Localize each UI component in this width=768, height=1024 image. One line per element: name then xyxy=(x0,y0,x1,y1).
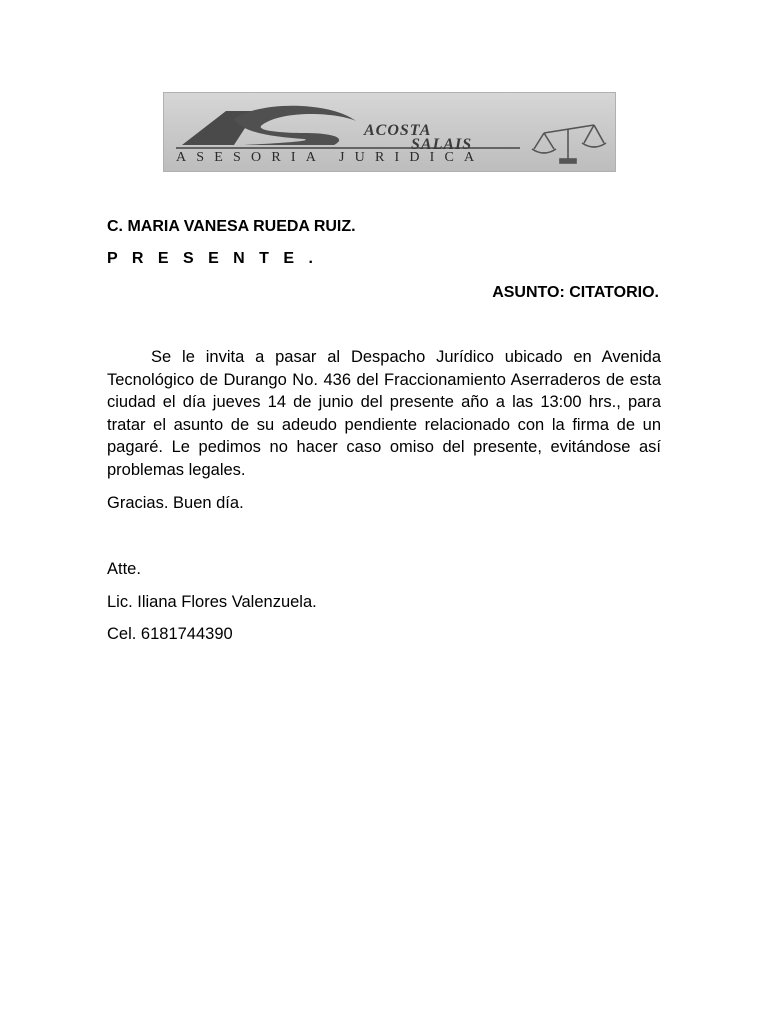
closing-text: Gracias. Buen día. xyxy=(107,494,244,512)
logo-name-line2: SALAIS xyxy=(411,136,473,153)
presente-heading: P R E S E N T E . xyxy=(107,250,318,267)
signer-name: Lic. Iliana Flores Valenzuela. xyxy=(107,593,317,611)
letter-body: Se le invita a pasar al Despacho Jurídico ubicado en Avenida Tecnológico de Durango No. 436 del Fraccionamiento Aserraderos de esta ciudad el día jueves 14 de junio del presente año a las 13:00 hrs., para tratar el asunto de su adeudo pendiente relacionado con la firma de un pagaré. Le pedimos no hacer caso omiso del presente, evitándose así problemas legales. xyxy=(107,348,661,479)
logo-s-shape xyxy=(234,106,356,145)
subject-line: ASUNTO: CITATORIO. xyxy=(492,284,659,301)
recipient-name: C. MARIA VANESA RUEDA RUIZ. xyxy=(107,218,356,235)
company-logo xyxy=(163,92,616,172)
logo-name-line1: ACOSTA xyxy=(364,122,432,139)
logo-tagline: ASESORIA JURIDICA xyxy=(176,150,485,165)
scales-icon xyxy=(532,125,606,163)
sign-off: Atte. xyxy=(107,560,141,578)
signer-phone: Cel. 6181744390 xyxy=(107,625,233,643)
